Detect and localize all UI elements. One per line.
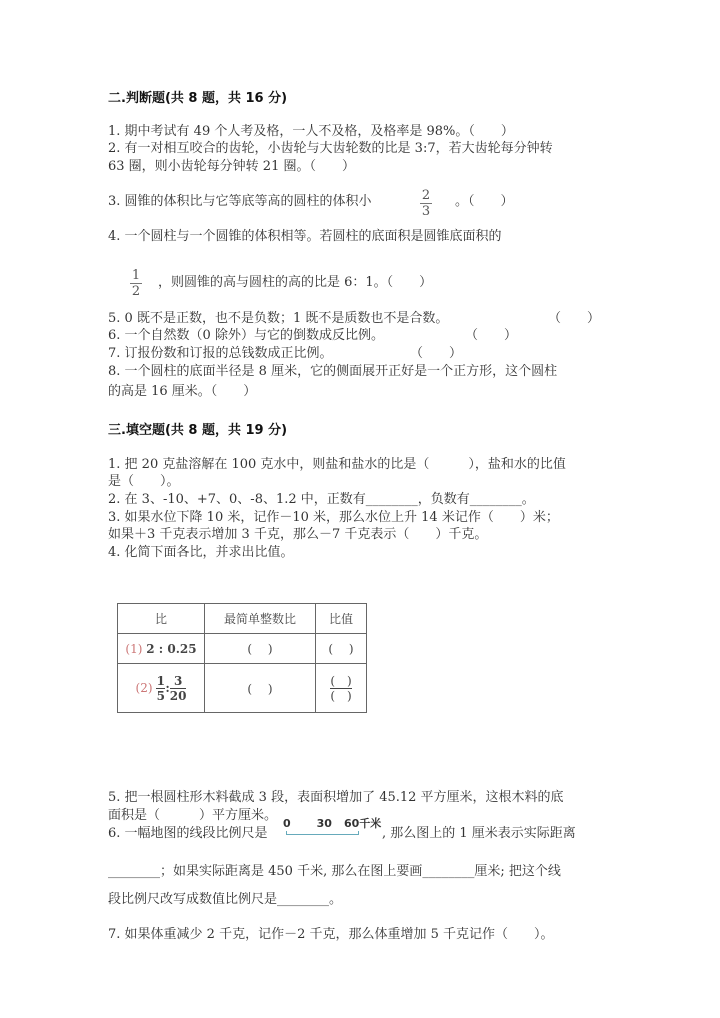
judge-q8-line2: 的高是 16 厘米。（ ） [108, 384, 257, 399]
row-label: (2) [135, 680, 153, 695]
simplest-cell: ( ) [205, 634, 316, 664]
ratio-cell [118, 634, 205, 664]
judge-q3: 3. 圆锥的体积比与它等底等高的圆柱的体积小 [108, 194, 372, 209]
judge-q1: 1. 期中考试有 49 个人考及格，一人不及格，及格率是 98%。（ ） [108, 124, 514, 139]
denominator: 20 [169, 688, 187, 703]
fill-q2: 2. 在 3、-10、+7、0、-8、1.2 中，正数有________，负数有________。 [108, 492, 535, 507]
scale-label: 60千米 [343, 817, 382, 830]
line-scale [283, 815, 381, 831]
fill-q6-line1: 6. 一幅地图的线段比例尺是 [108, 826, 268, 841]
scale-bar [286, 831, 359, 835]
judge-q4-end: ，则圆锥的高与圆柱的高的比是 6：1。（ ） [158, 275, 433, 290]
fill-q5-line2: 面积是（ ）平方厘米。 [108, 808, 278, 823]
fill-q5-line1: 5. 把一根圆柱形木料截成 3 段，表面积增加了 45.12 平方厘米，这根木料的底 [108, 790, 564, 805]
fill-q1-line1: 1. 把 20 克盐溶解在 100 克水中，则盐和盐水的比是（ ），盐和水的比值 [108, 457, 566, 472]
numerator: 3 [173, 673, 183, 688]
ratio-table [117, 603, 367, 713]
judge-q7: 7. 订报份数和订报的总钱数成正比例。 [108, 346, 333, 361]
section-2-title: 二.判断题(共 8 题，共 16 分) [108, 91, 288, 106]
value-cell [316, 664, 367, 713]
table-row [118, 634, 367, 664]
judge-q4: 4. 一个圆柱与一个圆锥的体积相等。若圆柱的底面积是圆锥底面积的 [108, 229, 502, 244]
row-label: (1) [125, 641, 143, 656]
fraction-3-20 [170, 674, 187, 703]
fill-q4: 4. 化简下面各比，并求出比值。 [108, 545, 294, 560]
denominator: 3 [421, 204, 431, 219]
fill-q6-line2: ________；如果实际距离是 450 千米, 那么在图上要画________厘米; 把这个线 [108, 864, 561, 879]
judge-q5-answer: （ ） [548, 311, 601, 326]
judge-q5: 5. 0 既不是正数，也不是负数；1 既不是质数也不是合数。 [108, 311, 449, 326]
ratio: 2 : 0.25 [146, 641, 197, 656]
denominator: ( ) [330, 688, 352, 703]
header-ratio: 比 [118, 604, 205, 634]
numerator: 1 [131, 268, 141, 283]
fraction-1-2 [130, 268, 142, 299]
scale-label: 0 [283, 817, 291, 830]
header-value: 比值 [316, 604, 367, 634]
judge-q7-answer: （ ） [410, 346, 463, 361]
denominator: 5 [156, 688, 166, 703]
fill-q7: 7. 如果体重减少 2 千克，记作－2 千克，那么体重增加 5 千克记作（ ）。 [108, 927, 554, 942]
fraction-1-5 [156, 674, 165, 703]
ratio-cell: (2) $\frac{1}{5}$ : $\frac{3}{20}$ [118, 664, 205, 713]
numerator: 2 [421, 188, 431, 203]
fill-q3-line2: 如果＋3 千克表示增加 3 千克，那么－7 千克表示（ ）千克。 [108, 527, 488, 542]
judge-q6-answer: （ ） [465, 328, 518, 343]
simplest-cell: ( ) [205, 664, 316, 713]
fill-q6-line3: 段比例尺改写成数值比例尺是________。 [108, 892, 343, 907]
judge-q6: 6. 一个自然数（0 除外）与它的倒数成反比例。 [108, 328, 384, 343]
judge-q2-line2: 63 圈，则小齿轮每分钟转 21 圈。（ ） [108, 159, 355, 174]
numerator: 1 [156, 673, 166, 688]
denominator: 2 [131, 284, 141, 299]
numerator: ( ) [330, 673, 352, 688]
judge-q8-line1: 8. 一个圆柱的底面半径是 8 厘米，它的侧面展开正好是一个正方形，这个圆柱 [108, 364, 558, 379]
fill-q6-line1-end: , 那么图上的 1 厘米表示实际距离 [382, 826, 576, 841]
scale-label: 30 [316, 817, 332, 830]
value-cell: ( ) [316, 634, 367, 664]
table-row [118, 664, 367, 713]
fill-q1-line2: 是（ ）。 [108, 474, 180, 489]
section-3-title: 三.填空题(共 8 题，共 19 分) [108, 423, 288, 438]
fraction-2-3 [420, 188, 432, 219]
header-simplest: 最简单整数比 [205, 604, 316, 634]
judge-q2-line1: 2. 有一对相互咬合的齿轮，小齿轮与大齿轮数的比是 3:7，若大齿轮每分钟转 [108, 141, 553, 156]
fill-q3-line1: 3. 如果水位下降 10 米，记作－10 米，那么水位上升 14 米记作（ ）米； [108, 510, 559, 525]
judge-q3-end: 。（ ） [455, 194, 514, 209]
